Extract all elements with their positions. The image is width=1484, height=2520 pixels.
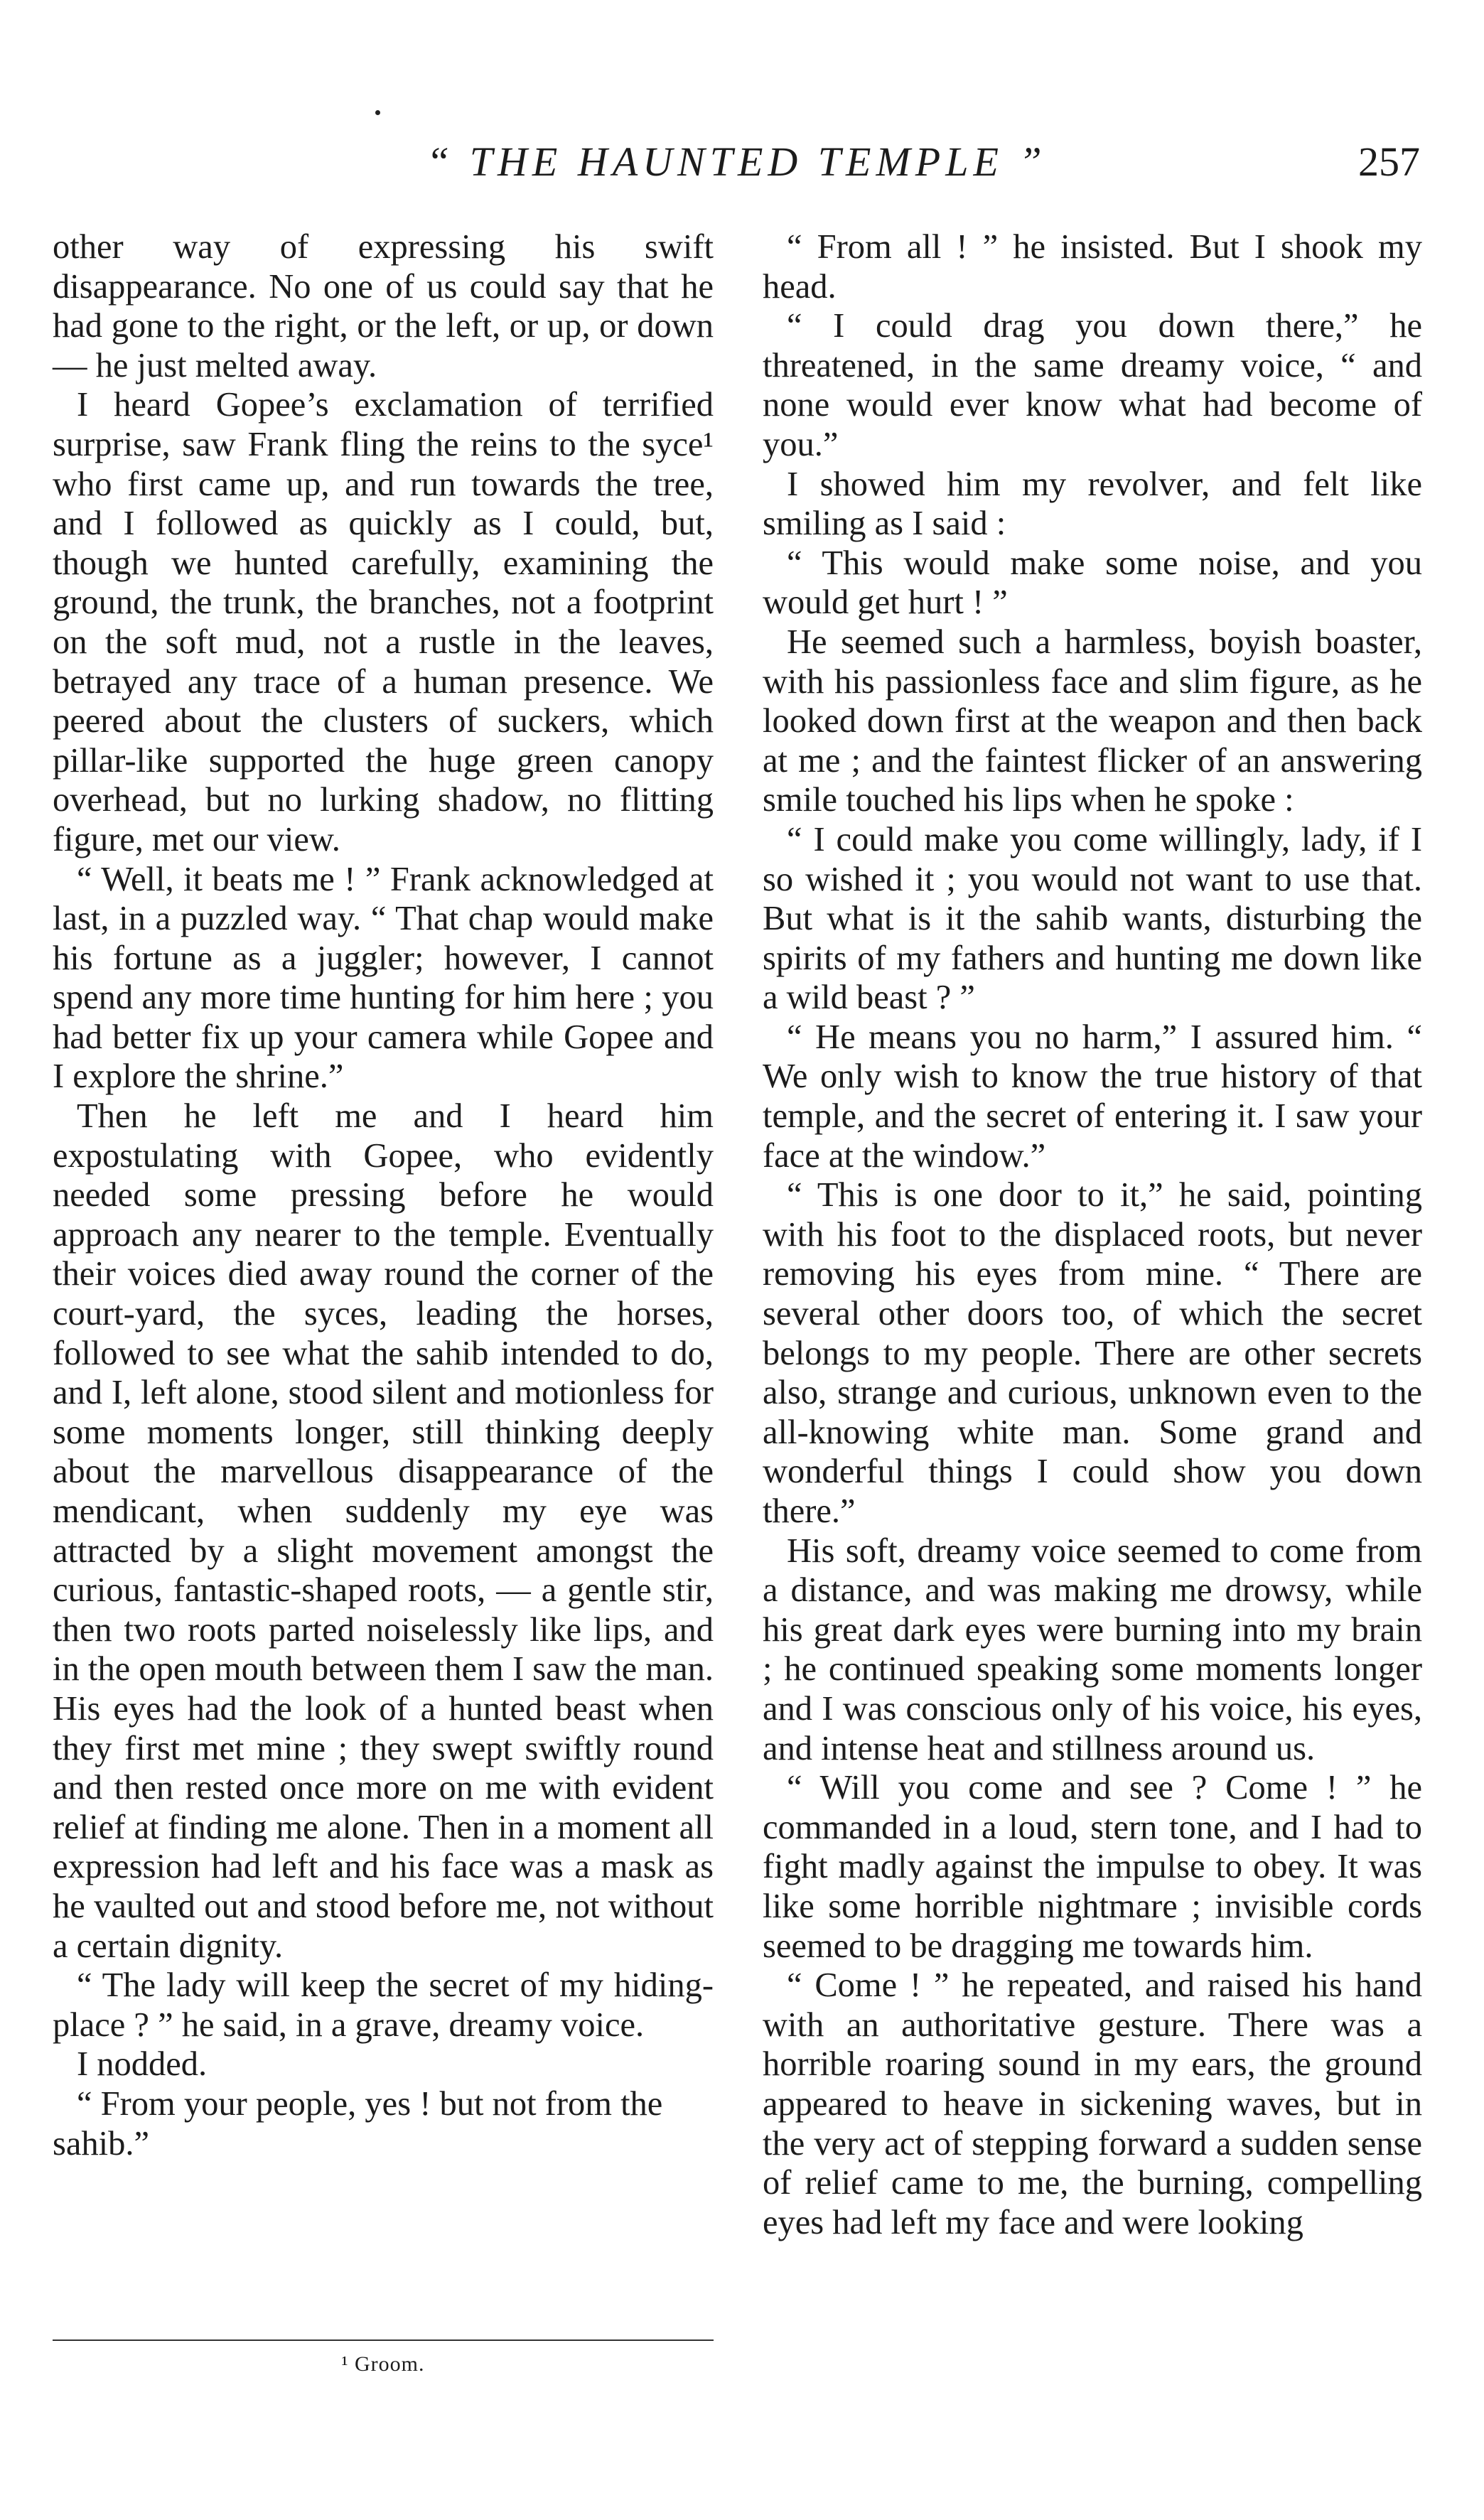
paragraph: “ I could drag you down there,” he threatened, in the same dreamy voice, “ and none would ever know what had become of you.” bbox=[763, 307, 1422, 463]
paragraph: “ Well, it beats me ! ” Frank acknowledged at last, in a puzzled way. “ That chap would make his fortune as a juggler; however, I cannot spend any more time hunting for him here ; you had better fix up your camera while Gopee and I explore the shrine.” bbox=[53, 860, 714, 1096]
printing-speck bbox=[375, 110, 380, 115]
paragraph: Then he left me and I heard him expostulating with Gopee, who evidently needed some pressing before he would approach any nearer to the temple. Eventually their voices died away round the corner of the court-yard, the syces, leading the horses, followed to see what the sahib intended to do, and I, left alone, stood silent and motionless for some moments longer, still thinking deeply about the marvellous disappearance of the mendicant, when suddenly my eye was attracted by a slight movement amongst the curious, fantastic-shaped roots, — a gentle stir, then two roots parted noiselessly like lips, and in the open mouth between them I saw the man. His eyes had the look of a hunted beast when they first met mine ; they swept swiftly round and then rested once more on me with evident relief at finding me alone. Then in a moment all expression had left and his face was a mask as he vaulted out and stood before me, not without a certain dignity. bbox=[53, 1097, 714, 1965]
paragraph: “ From your people, yes ! but not from the sahib.” bbox=[53, 2084, 663, 2163]
right-column bbox=[763, 227, 1422, 2242]
paragraph: “ This is one door to it,” he said, pointing with his foot to the displaced roots, but never removing his eyes from mine. “ There are several other doors too, of which the secret belongs to my people. There are other secrets also, strange and curious, unknown even to the all-knowing white man. Some grand and wonderful things I could show you down there.” bbox=[763, 1176, 1422, 1530]
paragraph: I showed him my revolver, and felt like smiling as I said : bbox=[763, 465, 1422, 543]
paragraph: I nodded. bbox=[77, 2045, 208, 2084]
paragraph: “ Come ! ” he repeated, and raised his hand with an authoritative gesture. There was a horrible roaring sound in my ears, the ground appeared to heave in sickening waves, but in the very act of stepping forward a sudden sense of relief came to me, the burning, compelling eyes had left my face and were looking bbox=[763, 1966, 1422, 2241]
left-column bbox=[53, 227, 714, 2163]
paragraph: His soft, dreamy voice seemed to come from a distance, and was making me drowsy, while his great dark eyes were burning into my brain ; he continued speaking some moments longer and I was conscious only of his voice, his eyes, and intense heat and stillness around us. bbox=[763, 1531, 1422, 1767]
paragraph: “ He means you no harm,” I assured him. “ We only wish to know the true history of that temple, and the secret of entering it. I saw your face at the window.” bbox=[763, 1018, 1422, 1175]
paragraph: He seemed such a harmless, boyish boaster, with his passionless face and slim figure, as he looked down first at the weapon and then back at me ; and the faintest flicker of an answering smile touched his lips when he spoke : bbox=[763, 623, 1422, 819]
page-number: 257 bbox=[1358, 139, 1420, 185]
paragraph: “ I could make you come willingly, lady, if I so wished it ; you would not want to use that. But what is it the sahib wants, disturbing the spirits of my fathers and hunting me down like a wild beast ? ” bbox=[763, 820, 1422, 1017]
paragraph: other way of expressing his swift disappearance. No one of us could say that he had gone to the right, or the left, or up, or down — he just melted away. bbox=[53, 228, 714, 384]
paragraph: “ Will you come and see ? Come ! ” he commanded in a loud, stern tone, and I had to fight madly against the impulse to obey. It was like some horrible nightmare ; invisible cords seemed to be dragging me towards him. bbox=[763, 1769, 1422, 1965]
paragraph: “ This would make some noise, and you would get hurt ! ” bbox=[763, 544, 1422, 622]
footnote: ¹ Groom. bbox=[341, 2352, 425, 2376]
paragraph: I heard Gopee’s exclamation of terrified surprise, saw Frank fling the reins to the syce¹ who first came up, and run towards the tree, and I followed as quickly as I could, but, though we hunted carefully, examining the ground, the trunk, the branches, not a footprint on the soft mud, not a rustle in the leaves, betrayed any trace of a human presence. We peered about the clusters of suckers, which pillar-like supported the huge green canopy overhead, but no lurking shadow, no flitting figure, met our view. bbox=[53, 386, 714, 858]
footnote-rule bbox=[53, 2339, 714, 2341]
paragraph: “ The lady will keep the secret of my hiding-place ? ” he said, in a grave, dreamy voice. bbox=[53, 1966, 714, 2044]
page-header bbox=[0, 132, 1484, 189]
paragraph: “ From all ! ” he insisted. But I shook my head. bbox=[763, 228, 1422, 306]
running-title: “ THE HAUNTED TEMPLE ” bbox=[426, 139, 1047, 185]
